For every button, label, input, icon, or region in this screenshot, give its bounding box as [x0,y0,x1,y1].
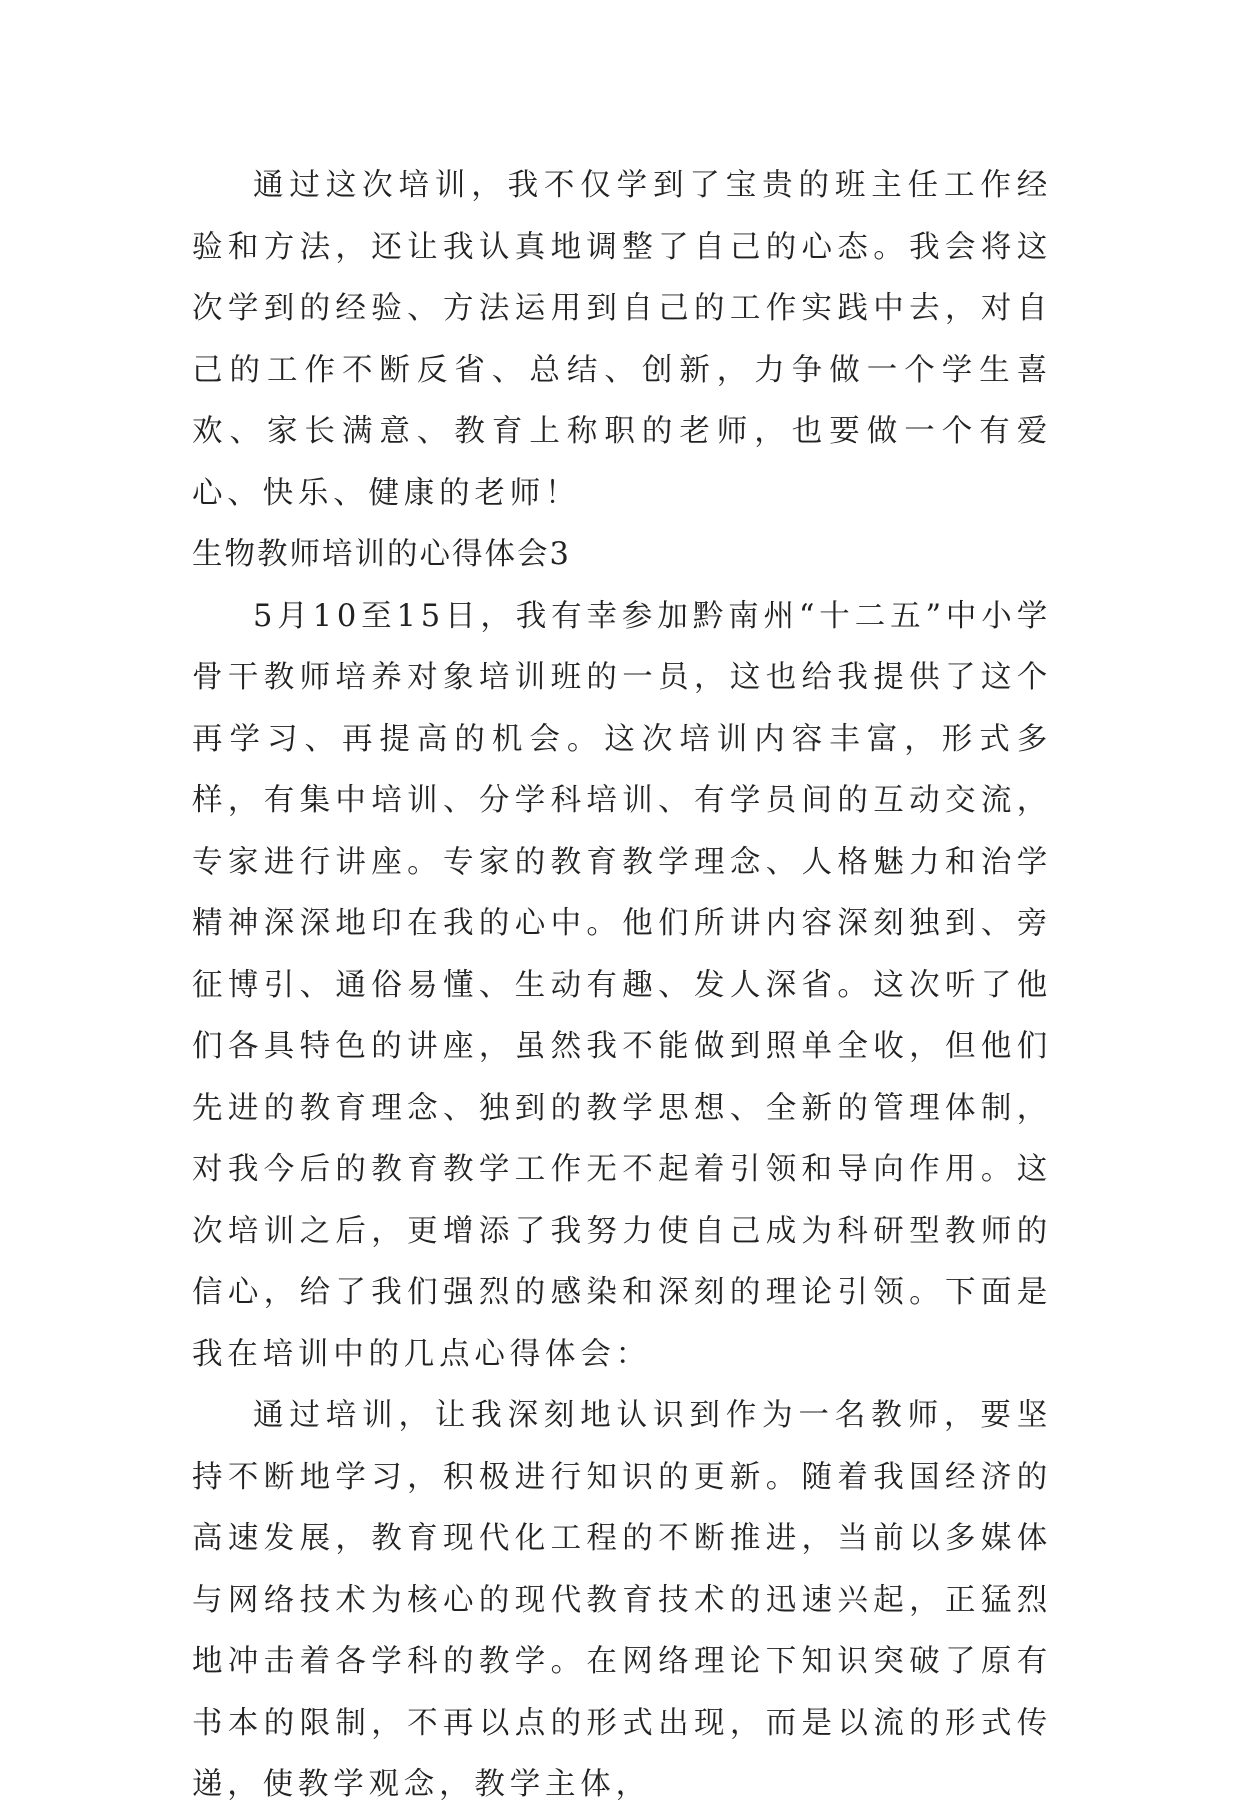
section-heading: 生物教师培训的心得体会3 [192,537,571,572]
paragraph-training-intro: 5月10至15日，我有幸参加黔南州“十二五”中小学骨干教师培养对象培训班的一员，这也给我提供了这个再学习、再提高的机会。这次培训内容丰富，形式多样，有集中培训、分学科培训、有学员间的互动交流，专家进行讲座。专家的教育教学理念、人格魅力和治学精神深深地印在我的心中。他们所讲内容深刻独到、旁征博引、通俗易懂、生动有趣、发人深省。这次听了他们各具特色的讲座，虽然我不能做到照单全收，但他们先进的教育理念、独到的教学思想、全新的管理体制，对我今后的教育教学工作无不起着引领和导向作用。这次培训之后，更增添了我努力使自己成为科研型教师的信心，给了我们强烈的感染和深刻的理论引领。下面是我在培训中的几点心得体会： [192,598,1052,1372]
document-body [192,155,1052,1816]
paragraph-continuous-learning: 通过培训，让我深刻地认识到作为一名教师，要坚持不断地学习，积极进行知识的更新。随着我国经济的高速发展，教育现代化工程的不断推进，当前以多媒体与网络技术为核心的现代教育技术的迅速兴起，正猛烈地冲击着各学科的教学。在网络理论下知识突破了原有书本的限制，不再以点的形式出现，而是以流的形式传递，使教学观念，教学主体， [192,1398,1052,1802]
paragraph-training-summary: 通过这次培训，我不仅学到了宝贵的班主任工作经验和方法，还让我认真地调整了自己的心态。我会将这次学到的经验、方法运用到自己的工作实践中去，对自己的工作不断反省、总结、创新，力争做一个学生喜欢、家长满意、教育上称职的老师，也要做一个有爱心、快乐、健康的老师！ [192,168,1052,511]
